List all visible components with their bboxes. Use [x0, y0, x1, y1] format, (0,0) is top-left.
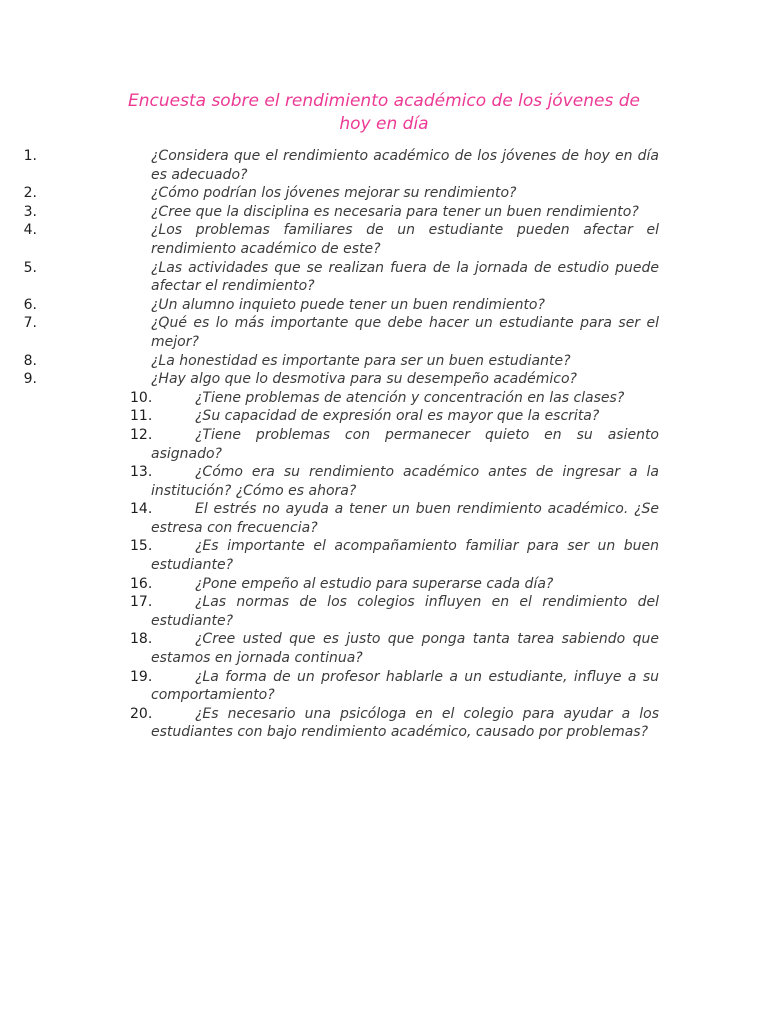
item-number: 8. — [23, 352, 37, 369]
item-number: 5. — [23, 259, 37, 276]
list-item — [0, 500, 659, 537]
list-item — [0, 259, 659, 296]
item-text: ¿Tiene problemas de atención y concentración en las clases? — [195, 389, 625, 406]
item-text: ¿Cree que la disciplina es necesaria para tener un buen rendimiento? — [151, 203, 639, 220]
item-number: 18. — [130, 631, 153, 648]
item-number: 11. — [130, 408, 153, 425]
item-text: ¿Su capacidad de expresión oral es mayor que la escrita? — [195, 408, 600, 425]
list-item — [0, 184, 659, 203]
item-text: ¿Es importante el acompañamiento familiar para ser un buen estudiante? — [151, 538, 659, 574]
item-number: 15. — [130, 538, 153, 555]
list-item — [0, 147, 659, 184]
list-item — [0, 203, 659, 222]
item-text: ¿Tiene problemas con permanecer quieto en su asiento asignado? — [151, 426, 659, 462]
item-text: ¿Es necesario una psicóloga en el colegio para ayudar a los estudiantes con bajo rendimiento académico, causado por problemas? — [151, 705, 659, 741]
list-item — [0, 426, 659, 463]
list-item — [0, 221, 659, 258]
item-text: ¿Las normas de los colegios influyen en el rendimiento del estudiante? — [151, 594, 659, 629]
item-text: ¿La honestidad es importante para ser un buen estudiante? — [151, 352, 571, 369]
item-text: ¿Cómo podrían los jóvenes mejorar su rendimiento? — [151, 185, 517, 202]
item-number: 20. — [130, 705, 153, 722]
list-item — [0, 352, 659, 371]
list-item — [0, 668, 659, 705]
list-item — [0, 296, 659, 315]
item-text: ¿Pone empeño al estudio para superarse cada día? — [195, 575, 554, 592]
item-text: ¿Los problemas familiares de un estudiante pueden afectar el rendimiento académico de este? — [151, 222, 659, 257]
item-number: 14. — [130, 501, 153, 518]
item-number: 19. — [130, 668, 153, 685]
list-item — [0, 593, 659, 630]
item-text: ¿Un alumno inquieto puede tener un buen rendimiento? — [151, 296, 545, 313]
list-item — [0, 537, 659, 574]
item-text: ¿Cree usted que es justo que ponga tanta tarea sabiendo que estamos en jornada continua? — [151, 631, 659, 667]
list-item — [0, 314, 659, 351]
item-text: ¿Hay algo que lo desmotiva para su desempeño académico? — [151, 371, 577, 388]
item-number: 13. — [130, 464, 153, 481]
item-number: 2. — [23, 185, 37, 202]
item-text: ¿La forma de un profesor hablarle a un estudiante, influye a su comportamiento? — [151, 668, 659, 704]
item-text: ¿Las actividades que se realizan fuera de la jornada de estudio puede afectar el rendimiento? — [151, 259, 659, 295]
list-item — [0, 705, 659, 742]
item-number: 17. — [130, 594, 153, 611]
list-item — [0, 463, 659, 500]
item-number: 7. — [23, 315, 37, 332]
item-text: ¿Considera que el rendimiento académico de los jóvenes de hoy en día es adecuado? — [151, 148, 659, 183]
item-number: 3. — [23, 203, 37, 220]
item-number: 1. — [23, 148, 37, 164]
list-item — [0, 389, 659, 408]
question-list — [0, 147, 768, 742]
list-item — [0, 407, 659, 426]
item-text: ¿Cómo era su rendimiento académico antes de ingresar a la institución? ¿Cómo es ahora? — [151, 464, 659, 499]
list-item — [0, 575, 659, 594]
item-number: 16. — [130, 575, 153, 592]
item-number: 10. — [130, 389, 153, 406]
list-item — [0, 370, 659, 389]
item-number: 4. — [23, 222, 37, 239]
item-number: 9. — [23, 371, 37, 388]
item-number: 12. — [130, 426, 153, 443]
item-number: 6. — [23, 296, 37, 313]
document-title: Encuesta sobre el rendimiento académico de los jóvenes de hoy en día — [128, 91, 640, 134]
list-item — [0, 630, 659, 667]
item-text: El estrés no ayuda a tener un buen rendimiento académico. ¿Se estresa con frecuencia? — [151, 501, 659, 536]
item-text: ¿Qué es lo más importante que debe hacer un estudiante para ser el mejor? — [151, 315, 659, 350]
